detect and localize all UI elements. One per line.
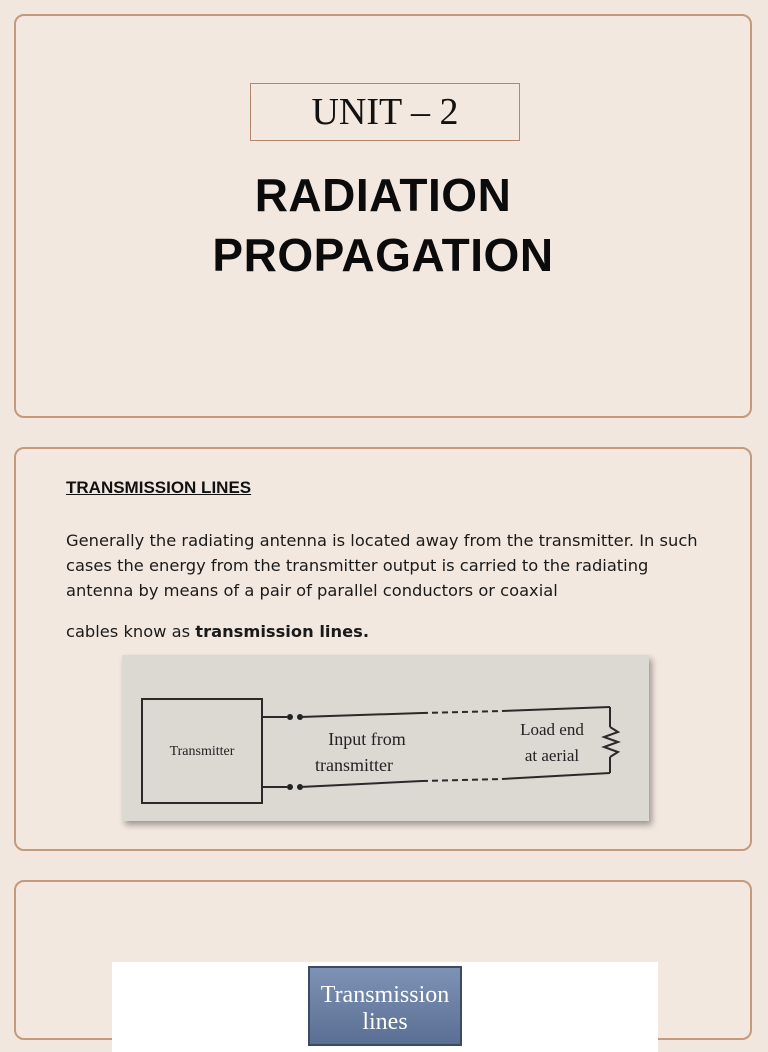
bold-term: transmission lines xyxy=(195,622,363,641)
body-paragraph-last-line xyxy=(66,619,716,644)
slide-title-line-2: PROPAGATION xyxy=(212,229,554,281)
transmitter-label: Transmitter xyxy=(169,744,235,759)
section-heading: TRANSMISSION LINES xyxy=(66,478,252,497)
transmission-line-diagram xyxy=(122,655,649,821)
slide3-figure xyxy=(112,962,658,1052)
load-label-1: Load end xyxy=(520,720,584,739)
terminal-dot xyxy=(287,784,293,790)
transmission-lines-slide xyxy=(14,447,752,851)
body-paragraph: Generally the radiating antenna is located away from the transmitter. In such cases the energy from the transmitter output is carried to the radiating antenna by means of a pair of parallel conductors or coaxial xyxy=(66,531,698,600)
terminal-dot xyxy=(287,714,293,720)
transmission-lines-box: Transmission lines xyxy=(308,966,462,1046)
period: . xyxy=(362,622,370,641)
load-label-2: at aerial xyxy=(524,746,580,765)
last-line-text: cables know as xyxy=(66,622,196,641)
next-slide xyxy=(14,880,752,1040)
slide-title-line-1: RADIATION xyxy=(254,169,512,221)
diagram-svg xyxy=(122,655,649,821)
title-slide xyxy=(14,14,752,418)
input-label-2: transmitter xyxy=(315,755,393,775)
unit-label: UNIT – 2 xyxy=(250,83,520,141)
input-label-1: Input from xyxy=(328,729,406,749)
